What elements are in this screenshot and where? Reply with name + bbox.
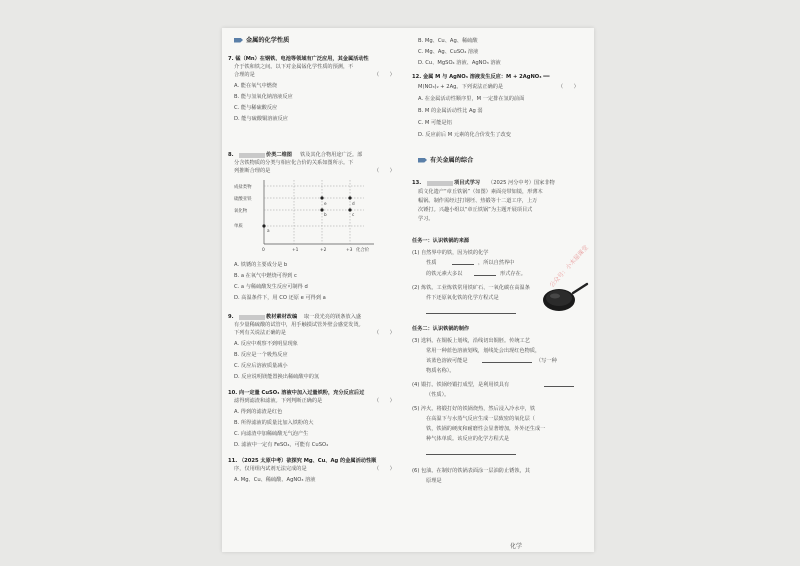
chart-axis-0: 0 <box>262 248 265 253</box>
chart-row3: 单质 <box>234 224 243 229</box>
chart-row1: 硫酸亚铁 <box>234 197 252 202</box>
chart-point-b: b <box>324 212 327 217</box>
task2-blank2[interactable] <box>544 386 574 387</box>
q13-tag: 项目式学习 <box>454 180 480 186</box>
q13-line4: 次锤打。兴趣小组以“章丘铁锅”为主题开展项目式 <box>418 207 533 213</box>
watermark: 公众号：小木屋课堂 <box>548 244 590 290</box>
task1-l1: (1) 自然界中的铁，因为铁的化学 <box>412 250 489 256</box>
task1-l6: (2) 炼铁。工业炼铁常用铁矿石、一氧化碳在高温条 <box>412 285 530 291</box>
q8-optD: D. 高温条件下，用 CO 还原 e 可得到 a <box>234 295 326 301</box>
q12-optA: A. 在金属活动性顺序里，M 一定排在氢的前面 <box>418 96 525 102</box>
valence-class-chart <box>234 176 394 256</box>
q7-optD: D. 能与硫酸铜溶液反应 <box>234 116 288 122</box>
q9-tag-bg <box>239 315 265 320</box>
task2-l3: 该蓝色溶液可能是 <box>426 358 468 364</box>
q9-optA: A. 反应中观察不到明显现象 <box>234 341 298 347</box>
q9-optD: D. 反应说明镁能置换出稀硫酸中的氢 <box>234 374 320 380</box>
q9-tag: 教材素材改编 <box>266 314 298 320</box>
q9-line1: 取一段光亮的镁条放入盛 <box>304 314 362 320</box>
q10-optC: C. 向滤渣中加稀硫酸无气泡产生 <box>234 431 309 437</box>
task2-l10: 铁，铁锅的硬度和耐磨性会显著增加，外外还生成一 <box>426 426 546 432</box>
task1-blank2[interactable] <box>474 275 496 276</box>
task2-l6: (4) 锻打。铁锅经锻打成型，是利用铁具有 <box>412 382 510 388</box>
q13-tag-bg <box>427 181 453 186</box>
q13-line2: 质文化遗产“章丘铁锅”（如图）素面亮带如镜，形薄木 <box>418 189 543 195</box>
q10-optA: A. 得到的滤渣是红色 <box>234 409 283 415</box>
chart-point-e: e <box>324 201 327 206</box>
section-title-2: 有关金属的综合 <box>418 155 473 164</box>
task2-l8: (5) 淬火。将锻打好的铁锅烧热，然后浸入冷水中，铁 <box>412 406 536 412</box>
iron-wok-image <box>541 281 589 315</box>
task2-l7: （性质）。 <box>426 392 450 398</box>
q11-optB: B. Mg、Cu、Ag、稀硫酸 <box>418 38 478 44</box>
chart-axis-3: +3 <box>346 248 353 253</box>
q9-optB: B. 反应是一个吸热反应 <box>234 352 288 358</box>
q8-optB: B. a 在氧气中燃烧可得到 c <box>234 273 297 279</box>
chart-row2: 氧化物 <box>234 209 248 214</box>
q7-line1: 7. 锰（Mn）在钢铁、电池等领域有广泛应用，其金属活动性 <box>228 56 369 62</box>
q7-line3: 合理的是 <box>234 72 255 78</box>
q7-line2: 介于铁和铁之间。以下对金属锰化学性质的预测，不 <box>234 64 354 70</box>
task2-equation-blank[interactable] <box>426 454 516 455</box>
task2-l9: 在高温下与水蒸气反应生成一层致密的氧化层（ <box>426 416 535 422</box>
task1-l3: ，所以自然界中 <box>478 260 515 266</box>
q8-optC: C. a 与稀硫酸发生反应可制得 d <box>234 284 308 290</box>
task2-blank1[interactable] <box>482 362 532 363</box>
q12-optD: D. 反应前后 M 元素的化合价发生了改变 <box>418 132 511 138</box>
task2-l1: (3) 选料。在铜板上划线，沿线切出铜胚。传统工艺 <box>412 338 530 344</box>
q7-optB: B. 能与氢氧化钠溶液反应 <box>234 94 293 100</box>
chart-point-d: d <box>352 201 355 206</box>
chart-point-c: c <box>352 212 355 217</box>
q8-tag-bg <box>239 153 265 158</box>
q12-optC: C. M 可能是铝 <box>418 120 452 126</box>
q9-number: 9. <box>228 314 234 320</box>
q8-line3: 列推断合理的是 <box>234 168 271 174</box>
q7-optC: C. 能与稀硫酸反应 <box>234 105 278 111</box>
q11-optD: D. Cu、MgSO₄ 溶液、AgNO₃ 溶液 <box>418 60 501 66</box>
task2-l5: 物质名称）。 <box>426 368 455 374</box>
q9-line3: 下列有关说法正确的是 <box>234 330 286 336</box>
q7-paren: （ ） <box>374 72 395 78</box>
q8-optA: A. 铁锈的主要成分是 b <box>234 262 288 268</box>
q10-line2: 滤得到滤渣和滤液。下列判断正确的是 <box>234 398 323 404</box>
task2-l11: 种气体单质。该反应的化学方程式是 <box>426 436 510 442</box>
q10-optB: B. 所得滤液的质量比加入铁粉的大 <box>234 420 314 426</box>
q8-tag: 价类二维图 <box>266 152 292 158</box>
chart-row0: 成盐类物 <box>234 185 252 190</box>
q8-line2: 分含铁物质的分类与相应化合价的关系如图所示。下 <box>234 160 354 166</box>
q11-paren: （ ） <box>374 466 395 472</box>
task1-blank1[interactable] <box>452 264 474 265</box>
q12-line1: 12. 金属 M 与 AgNO₃ 溶液发生反应：M + 2AgNO₃ ══ <box>412 74 550 80</box>
q13-number: 13. <box>412 180 422 186</box>
task2-l4: （写一种 <box>536 358 557 364</box>
task2-l2: 常用一种蓝色溶液划线，划线处会出现红色物质， <box>426 348 541 354</box>
q8-number: 8. <box>228 152 234 158</box>
section-title-1: 金属的化学性质 <box>234 35 289 44</box>
q10-paren: （ ） <box>374 398 395 404</box>
q13-line3: 幅锅。制作需经过打钢坯、热锻等十二道工序，上万 <box>418 198 538 204</box>
q9-line2: 有少量稀硫酸的试管中，用手触摸试管外壁会感觉发烫。 <box>234 322 364 328</box>
chart-point-a: a <box>267 228 270 233</box>
q12-optB: B. M 的金属活动性比 Ag 弱 <box>418 108 483 114</box>
worksheet-page <box>222 28 594 552</box>
task1-equation-blank[interactable] <box>426 313 516 314</box>
task1-title: 任务一：认识铁锅的来源 <box>412 238 470 244</box>
q9-paren: （ ） <box>374 330 395 336</box>
task2-l13: 原理是 <box>426 478 442 484</box>
q7-optA: A. 能在氧气中燃烧 <box>234 83 278 89</box>
chart-axis-label: 化合价 <box>356 248 370 253</box>
task2-l12: (6) 包油。在制好的铁锅表面涂一层油防止锈蚀，其 <box>412 468 530 474</box>
task2-title: 任务二：认识铁锅的制作 <box>412 326 470 332</box>
q13-line1: （2025 河分中考）国家非物 <box>488 180 555 186</box>
q11-optC: C. Mg、Ag、CuSO₄ 溶液 <box>418 49 479 55</box>
q8-line1: 铁及其化合物用途广泛。部 <box>300 152 363 158</box>
q9-optC: C. 反应后溶液质量减小 <box>234 363 288 369</box>
chart-axis-1: +1 <box>292 248 299 253</box>
task1-l5: 形式存在。 <box>500 271 526 277</box>
task1-l2: 性质 <box>426 260 437 266</box>
q8-paren: （ ） <box>374 168 395 174</box>
q11-optA: A. Mg、Cu、稀硫酸、AgNO₃ 溶液 <box>234 477 316 483</box>
chart-axis-2: +2 <box>320 248 327 253</box>
q12-paren: （ ） <box>558 84 579 90</box>
task1-l7: 件下还原氧化铁的化学方程式是 <box>426 295 499 301</box>
task1-l4: 的铁元素大多以 <box>426 271 463 277</box>
q12-line2: M(NO₃)₂ + 2Ag。下列说法正确的是 <box>418 84 504 90</box>
q11-line2: 序，仅用组内试剂无法完成的是 <box>234 466 307 472</box>
q10-optD: D. 滤液中一定有 FeSO₄，可能有 CuSO₄ <box>234 442 329 448</box>
q13-line5: 学习。 <box>418 216 434 222</box>
footer-subject: 化学 <box>510 543 523 550</box>
q11-line1: 11. （2025 太原中考）欲探究 Mg、Cu、Ag 的金属活动性顺 <box>228 458 377 464</box>
q10-line1: 10. 向一定量 CuSO₄ 溶液中加入过量铁粉，充分反应后过 <box>228 390 365 396</box>
